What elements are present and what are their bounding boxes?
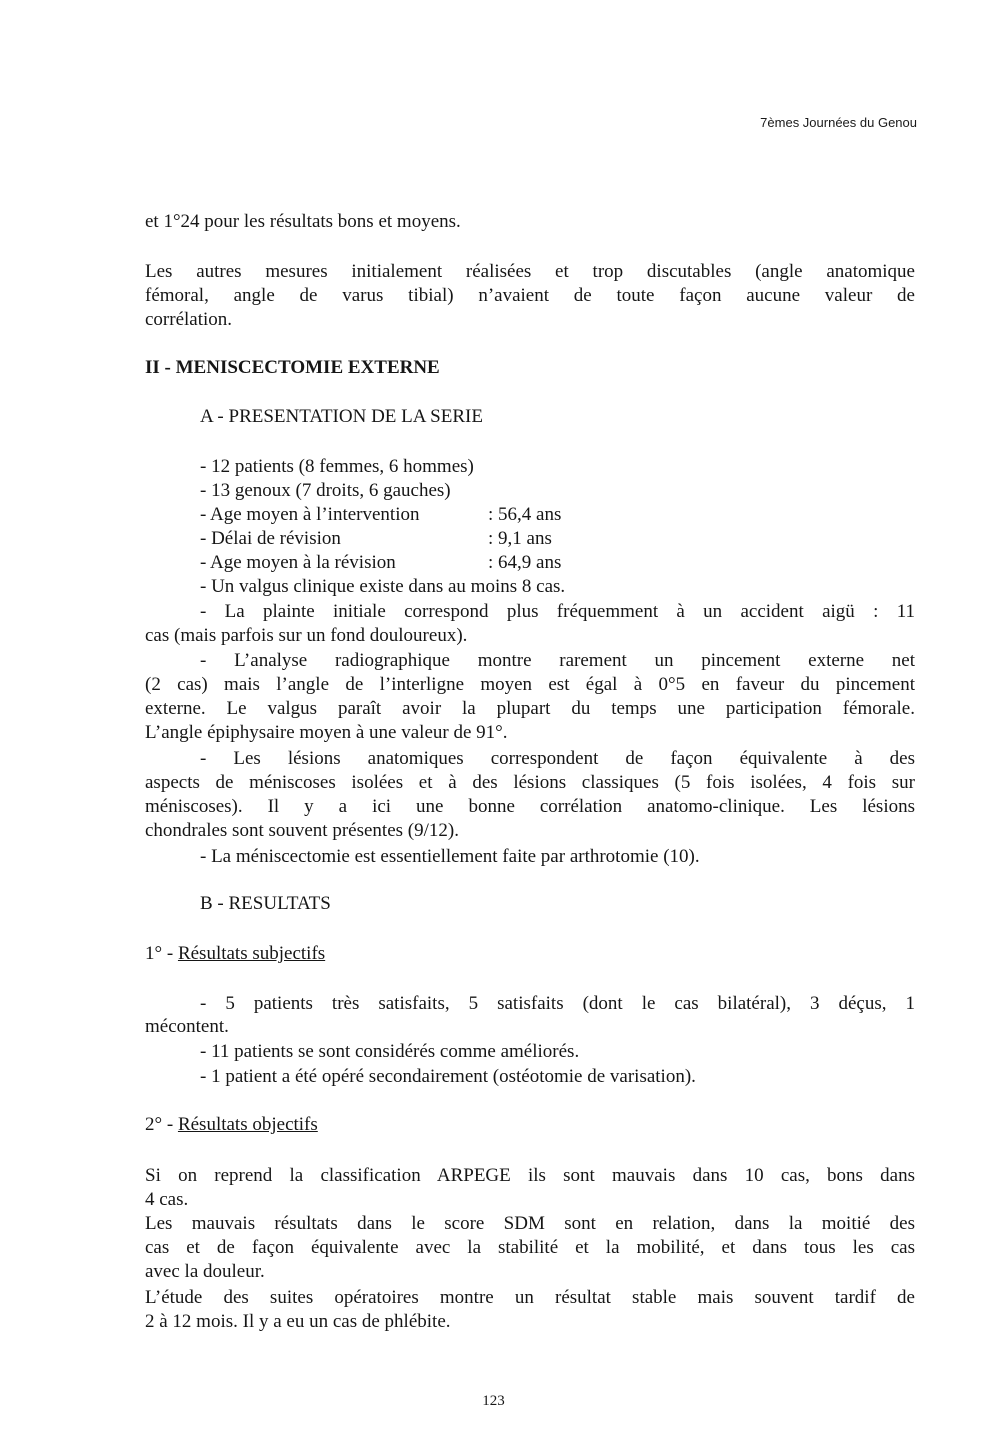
text-line: cas et de façon équivalente avec la stabilité et la mobilité, et dans tous les cas bbox=[145, 1237, 915, 1258]
text-line: Si on reprend la classification ARPEGE ils sont mauvais dans 10 cas, bons dans bbox=[145, 1165, 915, 1186]
text-line: L’angle épiphysaire moyen à une valeur de 91°. bbox=[145, 722, 508, 743]
stat-value: : 56,4 ans bbox=[488, 504, 562, 525]
text-line: avec la douleur. bbox=[145, 1261, 265, 1282]
text-line: L’étude des suites opératoires montre un résultat stable mais souvent tardif de bbox=[145, 1287, 915, 1308]
stat-label: - Age moyen à l’intervention bbox=[200, 504, 420, 525]
heading-number: 2° - bbox=[145, 1114, 178, 1135]
text-line: et 1°24 pour les résultats bons et moyens. bbox=[145, 211, 461, 232]
heading-title: Résultats objectifs bbox=[177, 1114, 318, 1135]
text-line: chondrales sont souvent présentes (9/12). bbox=[145, 820, 459, 841]
text-line: fémoral, angle de varus tibial) n’avaient de toute façon aucune valeur de bbox=[145, 285, 915, 306]
list-item: - 12 patients (8 femmes, 6 hommes) bbox=[200, 456, 474, 477]
heading-number: 1° - bbox=[145, 943, 178, 964]
text-line: méniscoses). Il y a ici une bonne corrélation anatomo-clinique. Les lésions bbox=[145, 796, 915, 817]
page-number: 123 bbox=[482, 1393, 505, 1409]
results-heading bbox=[145, 1113, 915, 1136]
text-line: - Les lésions anatomiques correspondent de façon équivalente à des bbox=[200, 748, 915, 769]
list-item: - Un valgus clinique existe dans au moins 8 cas. bbox=[200, 576, 566, 597]
text-line: 4 cas. bbox=[145, 1189, 189, 1210]
subsection-heading: A - PRESENTATION DE LA SERIE bbox=[200, 406, 483, 427]
section-heading: II - MENISCECTOMIE EXTERNE bbox=[145, 357, 440, 378]
stat-value: : 9,1 ans bbox=[488, 528, 552, 549]
results-heading bbox=[145, 942, 915, 965]
text-line: Les autres mesures initialement réalisées et trop discutables (angle anatomique bbox=[145, 261, 915, 282]
list-item: - La méniscectomie est essentiellement faite par arthrotomie (10). bbox=[200, 846, 700, 867]
text-line: mécontent. bbox=[145, 1016, 229, 1037]
text-line: - L’analyse radiographique montre rarement un pincement externe net bbox=[200, 650, 915, 671]
text-line: corrélation. bbox=[145, 309, 233, 330]
text-line: - 5 patients très satisfaits, 5 satisfaits (dont le cas bilatéral), 3 déçus, 1 bbox=[200, 993, 915, 1014]
text-line: externe. Le valgus paraît avoir la plupart du temps une participation fémorale. bbox=[145, 698, 915, 719]
text-line: (2 cas) mais l’angle de l’interligne moyen est égal à 0°5 en faveur du pincement bbox=[145, 674, 915, 695]
text-line: - La plainte initiale correspond plus fréquemment à un accident aigü : 11 bbox=[200, 601, 915, 622]
stat-label: - Délai de révision bbox=[200, 528, 341, 549]
running-header: 7èmes Journées du Genou bbox=[760, 115, 917, 130]
stat-label: - Age moyen à la révision bbox=[200, 552, 396, 573]
text-line: aspects de méniscoses isolées et à des lésions classiques (5 fois isolées, 4 fois sur bbox=[145, 772, 915, 793]
heading-title: Résultats subjectifs bbox=[177, 943, 326, 964]
stat-value: : 64,9 ans bbox=[488, 552, 562, 573]
text-line: cas (mais parfois sur un fond douloureux). bbox=[145, 625, 468, 646]
list-item: - 11 patients se sont considérés comme améliorés. bbox=[200, 1041, 580, 1062]
subsection-heading: B - RESULTATS bbox=[200, 893, 331, 914]
text-line: 2 à 12 mois. Il y a eu un cas de phlébite. bbox=[145, 1311, 451, 1332]
list-item: - 13 genoux (7 droits, 6 gauches) bbox=[200, 480, 451, 501]
text-line: Les mauvais résultats dans le score SDM sont en relation, dans la moitié des bbox=[145, 1213, 915, 1234]
list-item: - 1 patient a été opéré secondairement (ostéotomie de varisation). bbox=[200, 1066, 696, 1087]
